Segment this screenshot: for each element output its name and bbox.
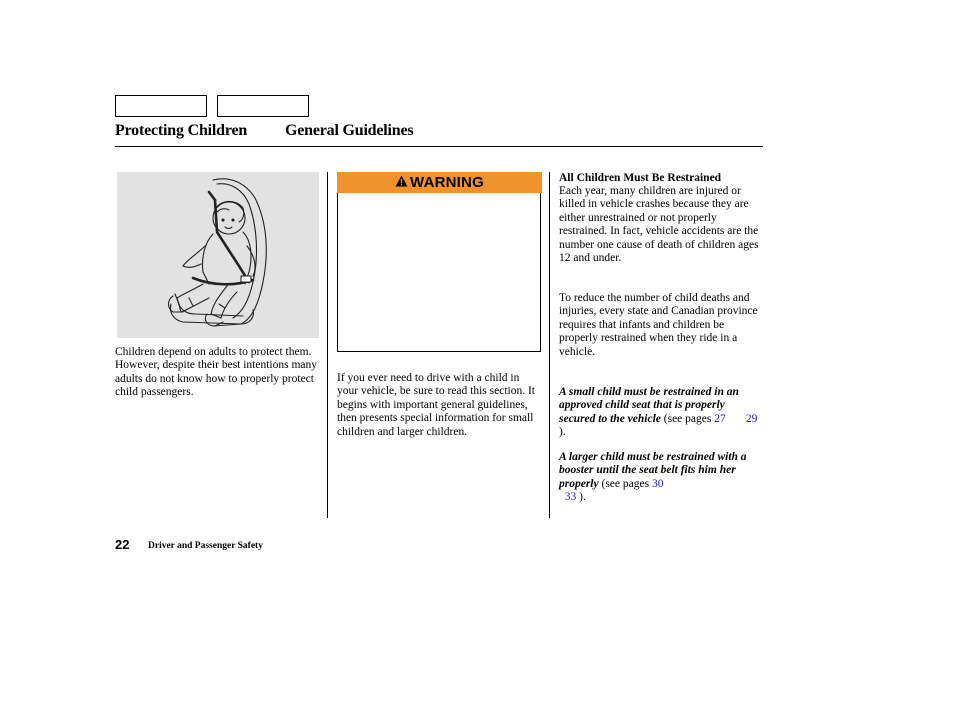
right-paragraph-1: Each year, many children are injured or killed in vehicle crashes because they are either unrestrained or not properly restrained. In fact, vehicle accidents are the number one cause of death of children ages 12 and under.: [559, 185, 759, 265]
page-link-29[interactable]: 29: [745, 412, 758, 425]
page-link-30[interactable]: 30: [651, 477, 664, 490]
page-link-27[interactable]: 27: [714, 412, 726, 425]
warning-body-box: [337, 193, 541, 352]
warning-label: WARNING: [410, 174, 484, 191]
header-tab-box-right: [217, 95, 309, 117]
intro-paragraph: Children depend on adults to protect them. However, despite their best intentions many adults do not know how to properly protect child passengers.: [115, 346, 318, 399]
page-number: 22: [115, 537, 130, 552]
small-child-close: ).: [559, 426, 566, 439]
larger-child-paragraph: [559, 451, 764, 505]
small-child-emphasis: A small child must be restrained in an approved child seat that is properly secured to the vehicle: [559, 386, 739, 425]
larger-child-emphasis: A larger child must be restrained with a booster until the seat belt fits him her properly: [559, 451, 747, 490]
larger-child-close: ).: [579, 491, 586, 504]
small-child-paragraph: [559, 386, 764, 440]
warning-header: [337, 172, 542, 193]
column-divider-1: [327, 172, 328, 518]
middle-paragraph: If you ever need to drive with a child in your vehicle, be sure to read this section. It begins with important general guidelines, then presents special information for small children and larger children.: [337, 372, 535, 438]
page-link-33[interactable]: 33: [564, 491, 577, 504]
header-rule: [115, 146, 763, 147]
column-divider-2: [549, 172, 550, 518]
footer-section-title: Driver and Passenger Safety: [148, 541, 263, 551]
right-heading: All Children Must Be Restrained: [559, 172, 722, 184]
larger-child-see-pages: (see pages: [601, 477, 650, 490]
right-paragraph-2: To reduce the number of child deaths and injuries, every state and Canadian province requires that infants and children be properly restrained when they ride in a vehicle.: [559, 292, 758, 358]
small-child-see-pages: (see pages: [663, 412, 712, 425]
page-title: Protecting Children: [115, 122, 248, 139]
header-tab-box-left: [115, 95, 207, 117]
child-in-booster-seat-illustration: [117, 172, 319, 338]
warning-triangle-icon: [395, 174, 408, 192]
section-subtitle: General Guidelines: [285, 122, 414, 139]
